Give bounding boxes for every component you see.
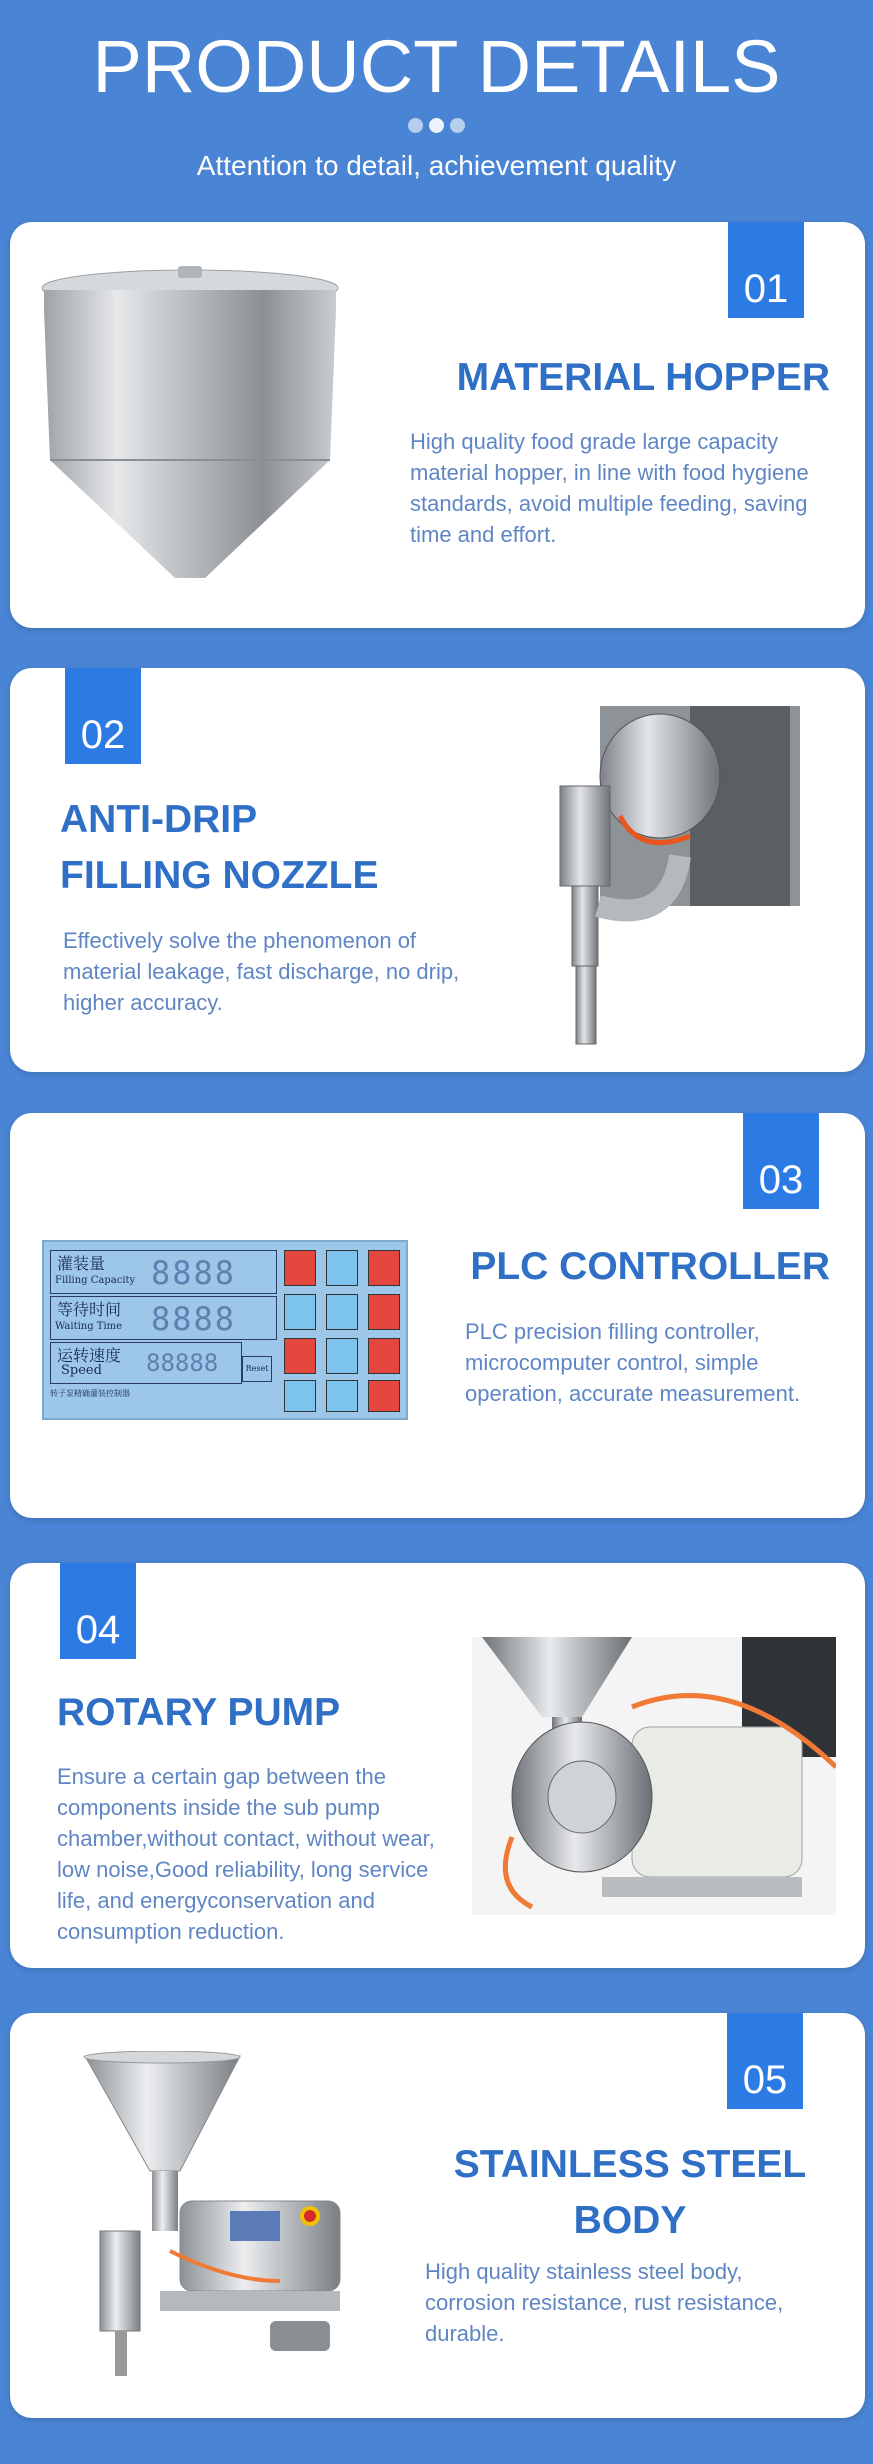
plc-reset-button: Reset [242,1356,272,1382]
rotary-pump-image [472,1637,836,1915]
section-description: Ensure a certain gap between the components inside the sub pump chamber,without contact, without wear, low noise,Good reliability, long service life, and energyconservation and consumption reduction. [57,1764,435,1944]
decorative-dots [0,118,873,138]
plc-display: 8888 [151,1300,237,1338]
section-number-badge: 05 [727,2013,803,2109]
section-material-hopper [10,222,865,628]
page-title: PRODUCT DETAILS [92,25,781,108]
plc-panel-image [42,1240,408,1420]
section-title: PLC CONTROLLER [470,1245,830,1288]
section-title: MATERIAL HOPPER [456,356,830,399]
plc-display: 8888 [151,1254,237,1292]
page-subtitle: Attention to detail, achievement quality [196,150,677,181]
section-number-badge: 03 [743,1113,819,1209]
section-plc-controller [10,1113,865,1518]
section-anti-drip-nozzle [10,668,865,1072]
section-description: High quality stainless steel body, corrosion resistance, rust resistance, durable. [425,2259,784,2346]
plc-label: 转子泵精确灌装控制器 [50,1389,130,1398]
plc-label: Waiting Time [55,1321,123,1332]
section-rotary-pump [10,1563,865,1968]
nozzle-image [540,706,820,1048]
machine-image [70,2051,360,2381]
section-title: ROTARY PUMP [57,1691,341,1734]
plc-label: 运转速度 [57,1346,122,1365]
section-number-badge: 04 [60,1563,136,1659]
plc-label: 灌装量 [57,1254,106,1273]
section-title: STAINLESS STEEL BODY [453,2143,807,2242]
plc-display: 88888 [146,1349,219,1377]
plc-label: Filling Capacity [55,1275,136,1286]
section-title: ANTI-DRIP FILLING NOZZLE [60,798,379,897]
section-description: Effectively solve the phenomenon of material leakage, fast discharge, no drip, higher accuracy. [63,928,460,1015]
section-number-badge: 02 [65,668,141,764]
section-description: High quality food grade large capacity material hopper, in line with food hygiene standards, avoid multiple feeding, saving time and effort. [410,429,809,547]
hopper-image [40,260,340,580]
plc-label: Speed [61,1363,102,1378]
section-stainless-body [10,2013,865,2418]
plc-label: 等待时间 [57,1300,122,1319]
section-number-badge: 01 [728,222,804,318]
section-description: PLC precision filling controller, microcomputer control, simple operation, accurate measurement. [465,1319,801,1406]
